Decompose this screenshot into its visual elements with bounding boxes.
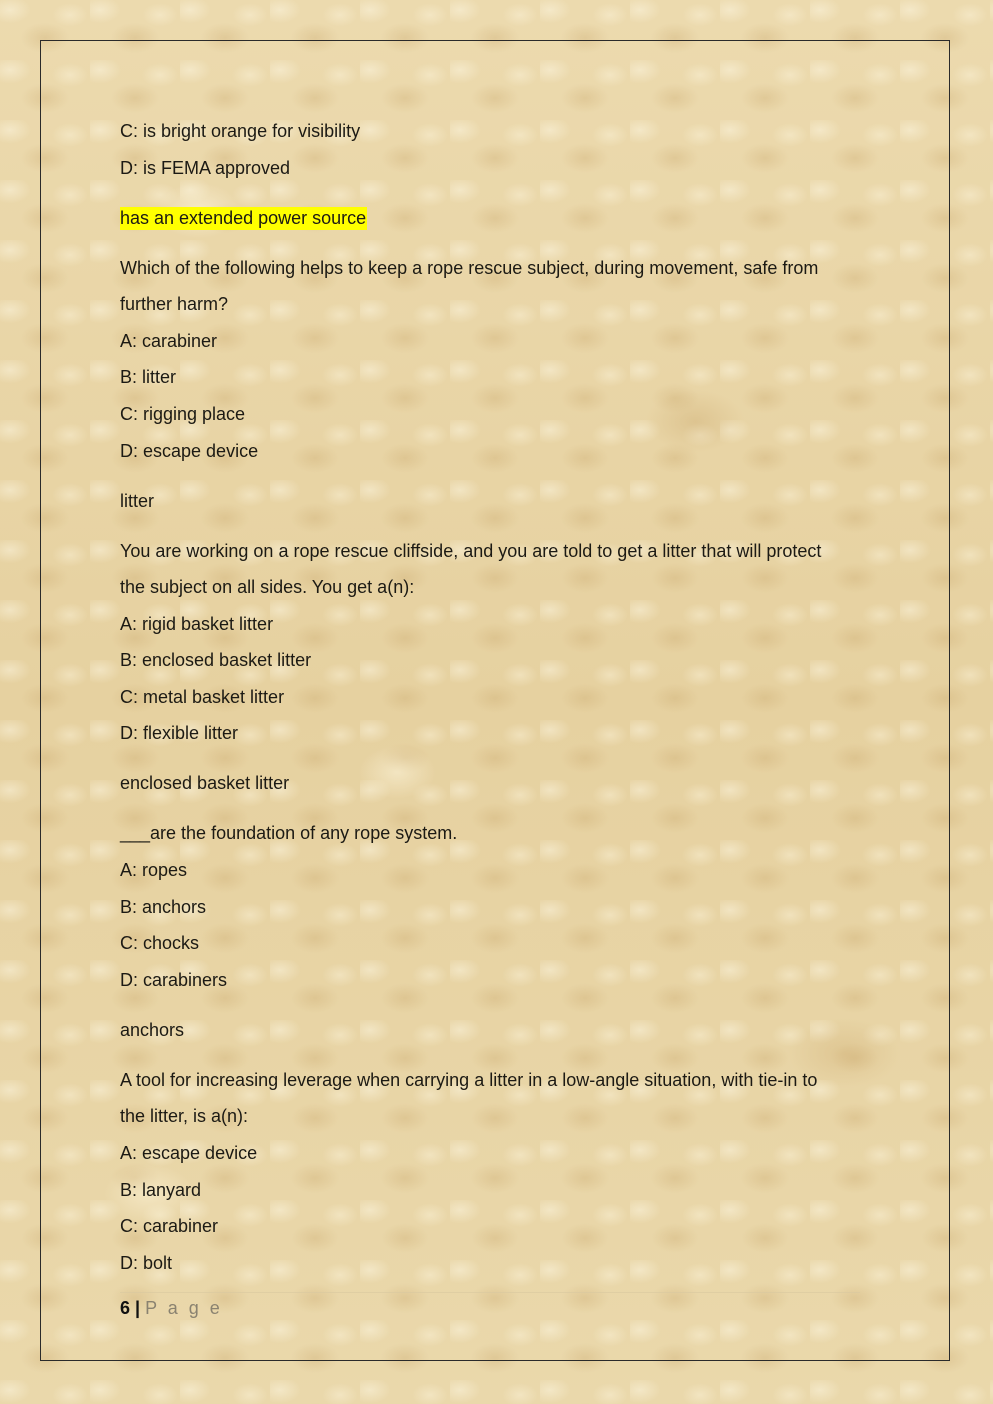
question-text: Which of the following helps to keep a rope rescue subject, during movement, safe from	[120, 257, 819, 278]
option-a: A: ropes	[120, 860, 188, 881]
option-a: A: rigid basket litter	[120, 613, 274, 634]
page-number: 6	[120, 1298, 131, 1318]
option-b: B: litter	[120, 367, 177, 388]
answer-line	[120, 200, 880, 237]
option-b: B: enclosed basket litter	[120, 650, 312, 671]
question-text: further harm?	[120, 294, 229, 315]
document-body	[120, 113, 880, 1281]
option-c: C: carabiner	[120, 1216, 219, 1237]
option-c: C: rigging place	[120, 403, 246, 424]
option-d: D: carabiners	[120, 969, 228, 990]
option-a: A: carabiner	[120, 330, 218, 351]
page-footer	[120, 1292, 860, 1323]
question-text: the litter, is a(n):	[120, 1106, 249, 1127]
option-c: C: chocks	[120, 933, 200, 954]
option-d: D: flexible litter	[120, 723, 239, 744]
option-b: B: anchors	[120, 896, 207, 917]
answer-line: litter	[120, 490, 155, 511]
option-c: C: is bright orange for visibility	[120, 121, 361, 141]
answer-line: enclosed basket litter	[120, 773, 290, 794]
option-b: B: lanyard	[120, 1179, 202, 1200]
option-c: C: metal basket litter	[120, 686, 285, 707]
page-label: P a g e	[145, 1298, 223, 1318]
highlighted-answer: has an extended power source	[120, 207, 367, 228]
option-a: A: escape device	[120, 1142, 258, 1163]
question-text: You are working on a rope rescue cliffside, and you are told to get a litter that will protect	[120, 540, 822, 561]
question-text: A tool for increasing leverage when carrying a litter in a low-angle situation, with tie-in to	[120, 1069, 818, 1090]
option-d: D: bolt	[120, 1252, 173, 1273]
question-text: the subject on all sides. You get a(n):	[120, 577, 415, 598]
page-separator: |	[135, 1298, 141, 1318]
question-text: ___are the foundation of any rope system.	[120, 823, 458, 844]
answer-line: anchors	[120, 1019, 185, 1040]
option-d: D: escape device	[120, 440, 259, 461]
option-d: D: is FEMA approved	[120, 157, 291, 178]
